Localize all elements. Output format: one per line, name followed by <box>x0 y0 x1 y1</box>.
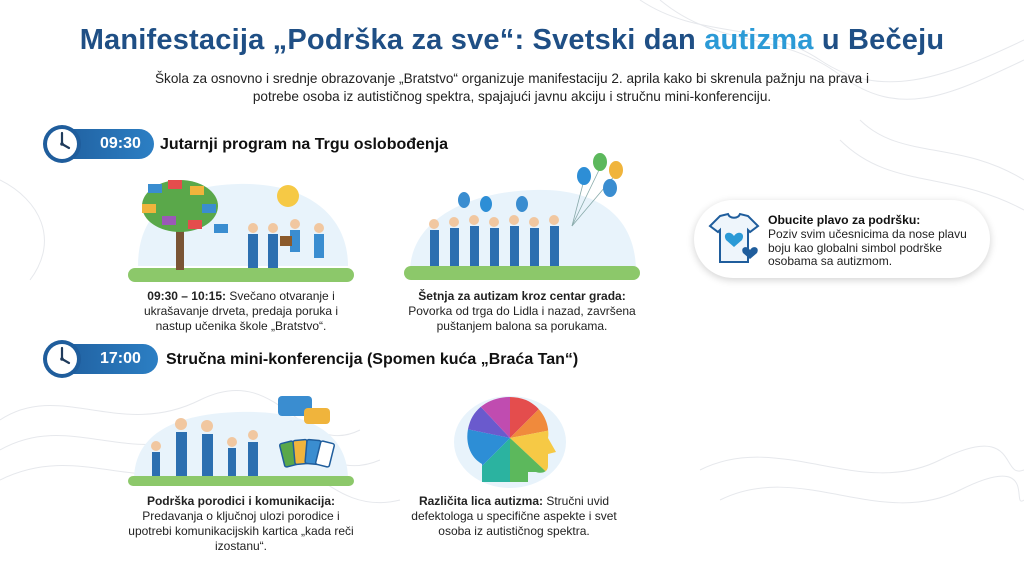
page-subtitle: Škola za osnovno i srednje obrazovanje „Bratstvo“ organizuje manifestaciju 2. aprila kako bi skrenula pažnju na prava i potrebe osoba iz autističnog spektra, spajajući javnu akciju i stručnu mini-konferenciju. <box>154 71 870 104</box>
caption-faces-of-autism: Različita lica autizma: Stručni uvid defektologa u specifične aspekte i svet osoba iz autističnog spektra. <box>411 494 617 538</box>
tip-title: Obucite plavo za podršku: <box>768 213 921 227</box>
tip-text: Poziv svim učesnicima da nose plavu boju kao globalni simbol podrške osobama sa autizmom. <box>768 227 967 268</box>
wear-blue-tip-card <box>694 200 990 278</box>
caption-family: Podrška porodici i komunikacija: Predavanja o ključnoj ulozi porodice i upotrebi komunikacijskih kartica „kada reči izostanu“. <box>128 494 354 553</box>
autism-walk-illustration <box>404 152 640 282</box>
caption-opening: 09:30 – 10:15: Svečano otvaranje i ukrašavanje drveta, predaja poruka i nastup učenika škole „Bratstvo“. <box>143 289 339 333</box>
time-label-evening: 17:00 <box>100 350 141 367</box>
section-title-evening: Stručna mini-konferencija (Spomen kuća „Braća Tan“) <box>166 351 579 368</box>
tshirt-heart-icon <box>706 210 762 268</box>
time-label-morning: 09:30 <box>100 135 141 152</box>
tree-decorating-illustration <box>128 176 354 282</box>
rainbow-head-illustration <box>452 386 568 488</box>
caption-walk: Šetnja za autizam kroz centar grada: Povorka od trga do Lidla i nazad, završena puštanjem balona sa porukama. <box>408 289 636 333</box>
title-highlight: autizma <box>704 24 814 56</box>
clock-icon <box>42 339 82 379</box>
clock-icon <box>42 124 82 164</box>
family-communication-illustration <box>128 392 354 488</box>
page-title: Manifestacija „Podrška za sve“: Svetski dan autizma u Bečeju <box>79 24 945 56</box>
section-title-morning: Jutarnji program na Trgu oslobođenja <box>160 136 449 153</box>
